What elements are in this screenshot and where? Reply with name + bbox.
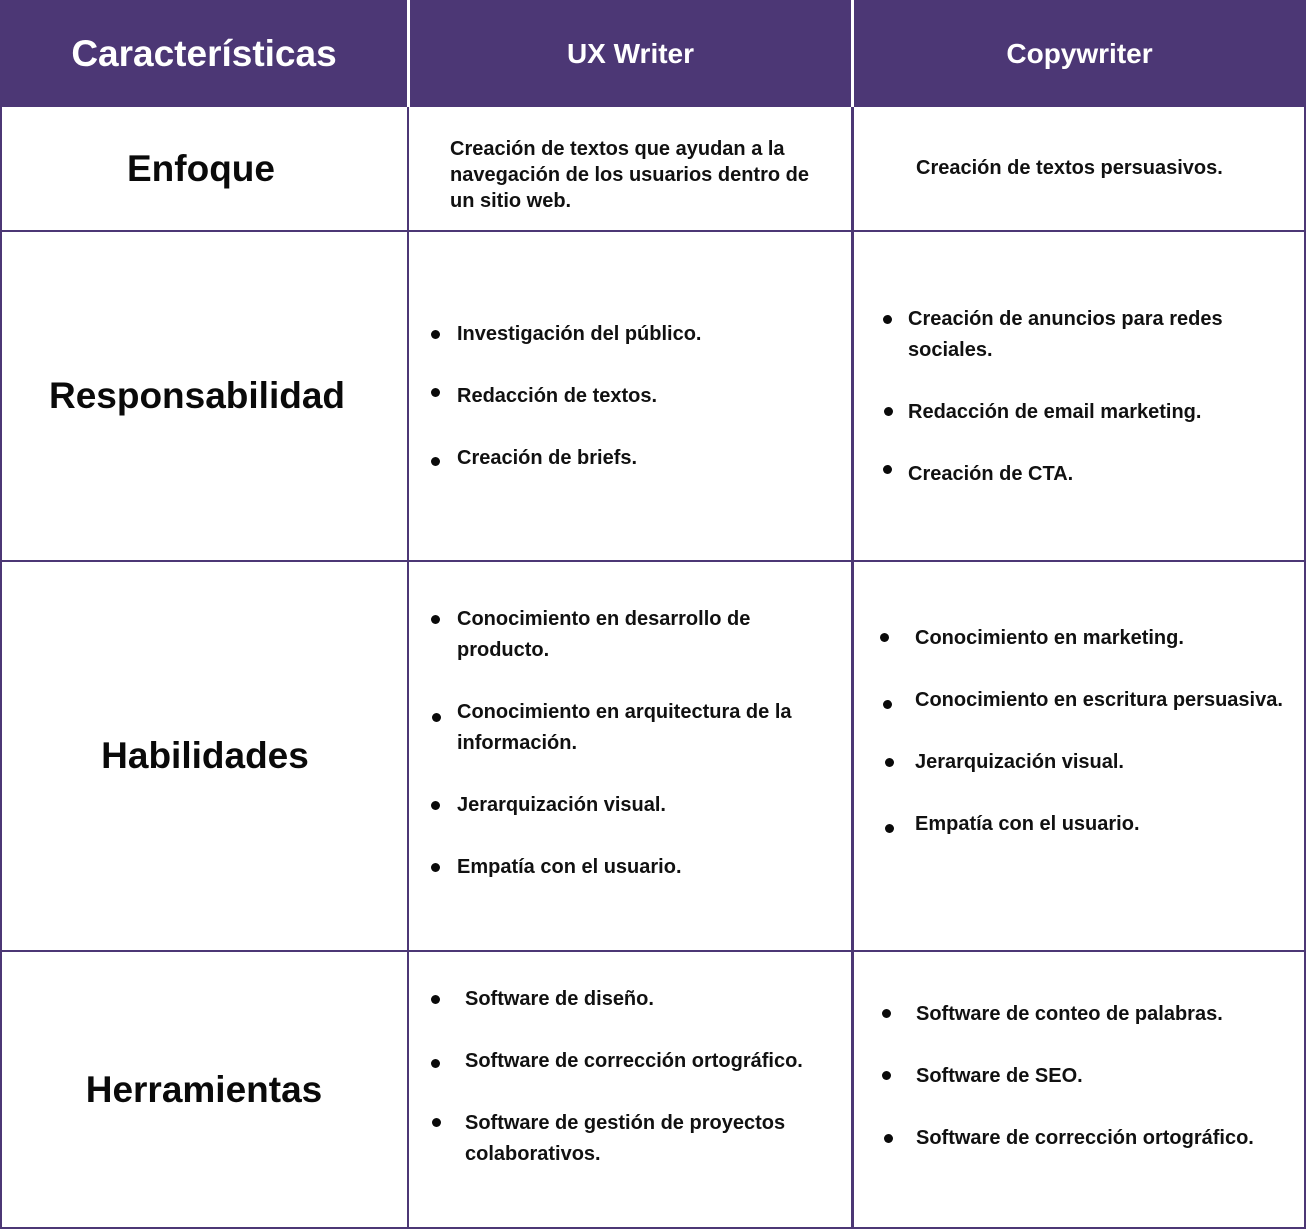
list-item: [915, 623, 1300, 654]
list-item: [465, 984, 810, 1015]
row-title-enfoque: [0, 107, 402, 230]
bullet-icon: [431, 457, 440, 466]
list-item-text: Conocimiento en marketing.: [915, 627, 1184, 649]
list-item: [908, 459, 1248, 490]
header-characteristics: Características: [71, 32, 337, 74]
header-divider: [851, 0, 854, 107]
list-item: [915, 685, 1300, 716]
bullet-icon: [431, 995, 440, 1004]
header-divider: [407, 0, 410, 107]
bullet-icon: [885, 758, 894, 767]
list-item-text: Creación de briefs.: [457, 447, 638, 469]
list-item-text: Redacción de email marketing.: [908, 401, 1202, 423]
bullet-icon: [885, 824, 894, 833]
list-item: [457, 852, 817, 883]
list-item: [916, 999, 1296, 1030]
enfoque-copy-text: Creación de textos persuasivos.: [916, 157, 1223, 179]
list-item: [915, 809, 1300, 840]
list-item: [457, 381, 837, 412]
list-item: [908, 304, 1248, 366]
responsabilidad-ux-list: [457, 319, 837, 474]
row-title-responsabilidad: [0, 232, 394, 560]
list-item-text: Software de conteo de palabras.: [916, 1003, 1223, 1025]
row-title-text: Responsabilidad: [48, 375, 346, 416]
responsabilidad-copy-list: [908, 304, 1248, 490]
list-item-text: Software de corrección ortográfico.: [465, 1050, 803, 1072]
habilidades-ux-list: [457, 604, 817, 883]
list-item-text: Jerarquización visual.: [915, 751, 1124, 773]
list-item-text: Conocimiento en escritura persuasiva.: [915, 689, 1283, 711]
bullet-icon: [884, 1134, 893, 1143]
list-item: [457, 604, 817, 666]
herramientas-ux-list: [465, 984, 810, 1170]
list-item: [908, 397, 1248, 428]
list-item-text: Software de diseño.: [465, 988, 654, 1010]
row-title-text: Habilidades: [101, 735, 309, 776]
list-item-text: Software de gestión de proyectos colaborativos.: [465, 1112, 786, 1165]
list-item: [916, 1123, 1296, 1154]
list-item-text: Software de SEO.: [916, 1065, 1083, 1087]
bullet-icon: [880, 633, 889, 642]
bullet-icon: [882, 1009, 891, 1018]
list-item: [465, 1046, 810, 1077]
row-title-habilidades: [0, 562, 410, 950]
list-item-text: Jerarquización visual.: [457, 794, 666, 816]
bullet-icon: [432, 713, 441, 722]
header-cell-ux-writer: [408, 0, 853, 107]
bullet-icon: [431, 801, 440, 810]
bullet-icon: [883, 315, 892, 324]
list-item-text: Empatía con el usuario.: [915, 813, 1140, 835]
row-title-herramientas: [0, 952, 408, 1227]
list-item-text: Conocimiento en arquitectura de la información.: [457, 701, 792, 754]
herramientas-copy-list: [916, 999, 1296, 1154]
bullet-icon: [431, 615, 440, 624]
list-item-text: Creación de anuncios para redes sociales.: [908, 308, 1223, 361]
list-item-text: Conocimiento en desarrollo de producto.: [457, 608, 751, 661]
list-item: [457, 697, 817, 759]
bullet-icon: [431, 330, 440, 339]
list-item-text: Software de corrección ortográfico.: [916, 1127, 1254, 1149]
list-item-text: Creación de CTA.: [908, 463, 1074, 485]
list-item: [457, 319, 837, 350]
habilidades-copy-list: [915, 623, 1300, 840]
bullet-icon: [431, 863, 440, 872]
bullet-icon: [884, 407, 893, 416]
list-item: [457, 790, 817, 821]
bullet-icon: [431, 388, 440, 397]
header-ux-writer: UX Writer: [566, 37, 695, 69]
list-item-text: Empatía con el usuario.: [457, 856, 682, 878]
list-item-text: Investigación del público.: [457, 323, 702, 345]
bullet-icon: [882, 1071, 891, 1080]
grid-line: [851, 107, 854, 1229]
bullet-icon: [431, 1059, 440, 1068]
row-title-text: Enfoque: [127, 147, 275, 189]
bullet-icon: [883, 465, 892, 474]
list-item: [457, 443, 837, 474]
list-item-text: Redacción de textos.: [457, 385, 658, 407]
bullet-icon: [883, 700, 892, 709]
enfoque-ux-text: Creación de textos que ayudan a la navegación de los usuarios dentro de un sitio web.: [450, 138, 809, 212]
list-item: [465, 1108, 810, 1170]
header-cell-characteristics: [0, 0, 408, 107]
header-copywriter: Copywriter: [1006, 37, 1153, 69]
list-item: [915, 747, 1300, 778]
row-title-text: Herramientas: [85, 1068, 323, 1110]
bullet-icon: [432, 1118, 441, 1127]
header-cell-copywriter: [853, 0, 1306, 107]
list-item: [916, 1061, 1296, 1092]
